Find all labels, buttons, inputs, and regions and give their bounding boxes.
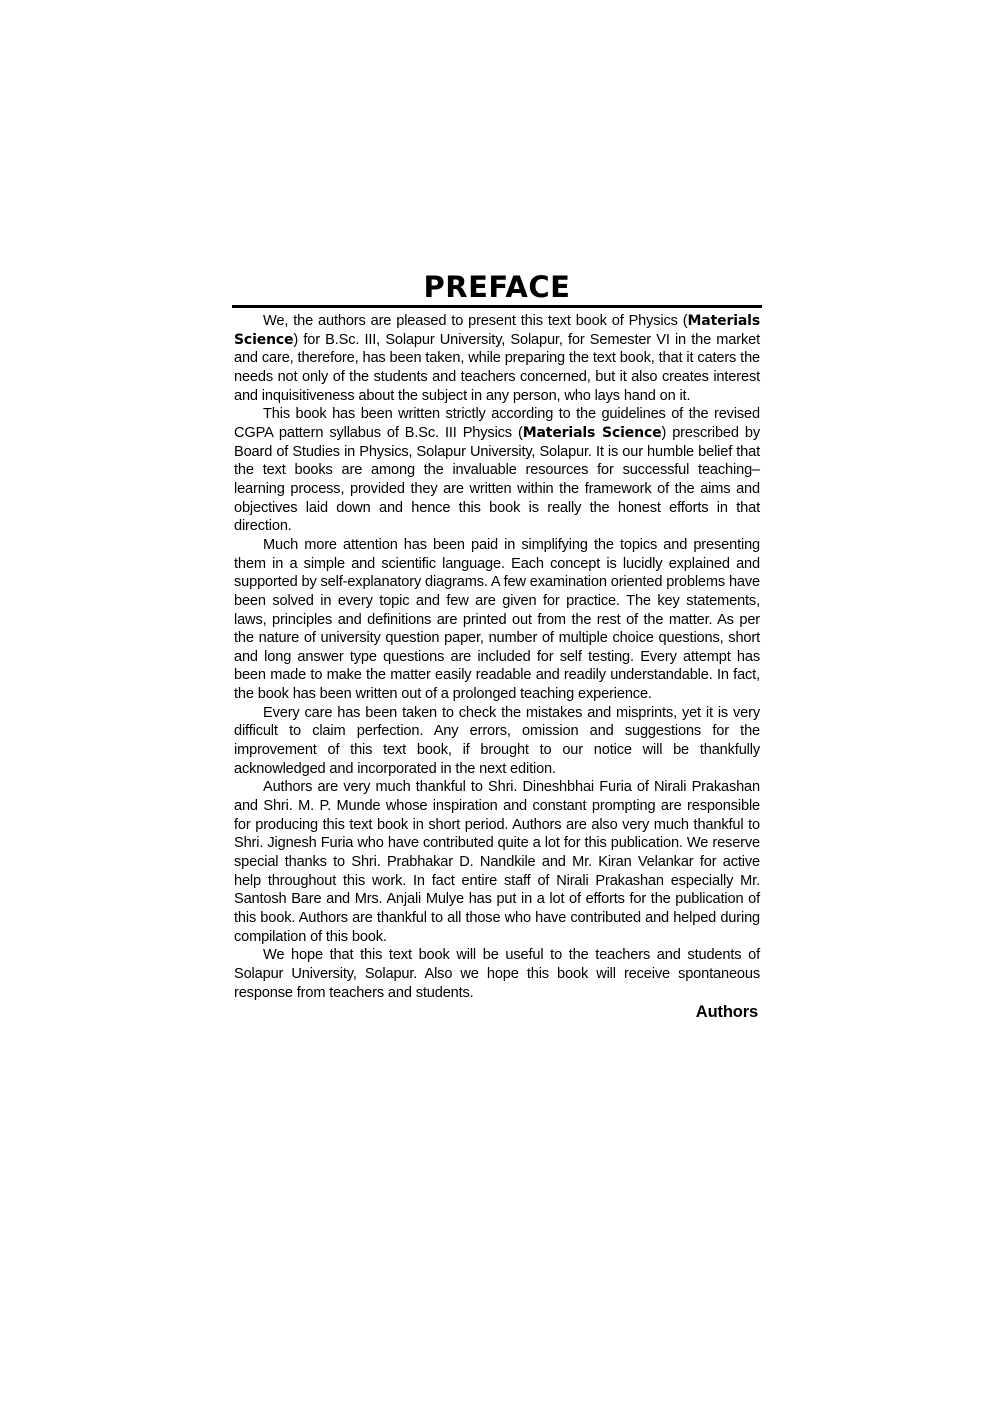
paragraph-3: Much more attention has been paid in simplifying the topics and presenting them in a simple and scientific language. Each concept is lucidly explained and supported by self-explanatory diagrams. A few examination oriented problems have been solved in every topic and few are given for practice. The key statements, laws, principles and definitions are printed out from the rest of the matter. As per the nature of university question paper, number of multiple choice questions, short and long answer type questions are included for self testing. Every attempt has been made to make the matter easily readable and readily understandable. In fact, the book has been written out of a prolonged teaching experience. [234, 536, 760, 703]
paragraph-1-text-a: We, the authors are pleased to present this text book of Physics ( [263, 313, 688, 329]
preface-body [232, 308, 762, 1022]
preface-block [232, 270, 762, 1022]
paragraph-4: Every care has been taken to check the mistakes and misprints, yet it is very difficult to claim perfection. Any errors, omission and suggestions for the improvement of this text book, if brought to our notice will be thankfully acknowledged and incorporated in the next edition. [234, 704, 760, 777]
paragraph-2 [234, 405, 760, 536]
paragraph-1 [234, 312, 760, 405]
paragraph-2-subject-bold: Materials Science [522, 424, 662, 441]
signature: Authors [695, 1003, 758, 1022]
paragraph-2-text-a: This book has been written strictly according to the guidelines of the revised CGPA pattern syllabus of B.Sc. III Physics ( [234, 406, 760, 441]
paragraph-2-text-b: ) prescribed by Board of Studies in Physics, Solapur University, Solapur. It is our humble belief that the text books are among the invaluable resources for successful teaching–learning process, provided they are written within the framework of the aims and objectives laid down and hence this book is really the honest efforts in that direction. [234, 424, 760, 535]
page-title: PREFACE [423, 270, 571, 304]
paragraph-1-text-b: ) for B.Sc. III, Solapur University, Solapur, for Semester VI in the market and care, therefore, has been taken, while preparing the text book, that it caters the needs not only of the students and teachers concerned, but it also creates interest and inquisitiveness about the subject in any person, who lays hand on it. [234, 331, 760, 404]
paragraph-5: Authors are very much thankful to Shri. Dineshbhai Furia of Nirali Prakashan and Shri. M. P. Munde whose inspiration and constant prompting are responsible for producing this text book in short period. Authors are also very much thankful to Shri. Jignesh Furia who have contributed quite a lot for this publication. We reserve special thanks to Shri. Prabhakar D. Nandkile and Mr. Kiran Velankar for active help throughout this work. In fact entire staff of Nirali Prakashan especially Mr. Santosh Bare and Mrs. Anjali Mulye has put in a lot of efforts for the publication of this book. Authors are thankful to all those who have contributed and helped during compilation of this book. [234, 779, 760, 945]
paragraph-1-subject-bold: Materials Science [234, 313, 760, 348]
paragraph-6: We hope that this text book will be useful to the teachers and students of Solapur University, Solapur. Also we hope this book will receive spontaneous response from teachers and students. [234, 947, 760, 1001]
